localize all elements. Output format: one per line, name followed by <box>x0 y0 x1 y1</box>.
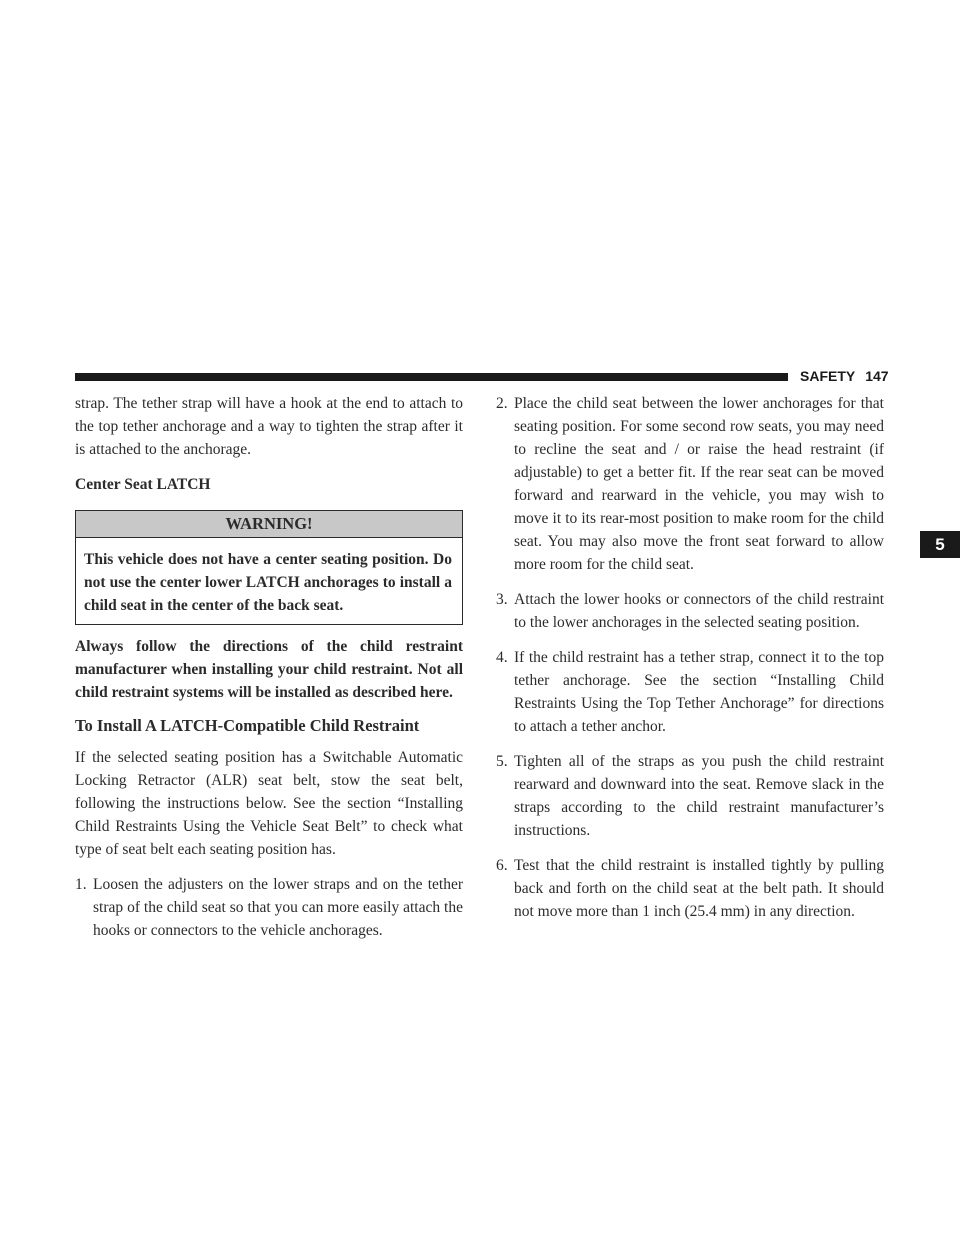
header-rule <box>75 373 788 381</box>
heading-install-latch-restraint: To Install A LATCH-Compatible Child Restraint <box>75 716 420 735</box>
list-item <box>496 646 884 738</box>
list-item-text: Loosen the adjusters on the lower straps and on the tether strap of the child seat so that you can more easily attach the hooks or connectors to the vehicle anchorages. <box>93 876 463 939</box>
running-header <box>800 366 900 386</box>
list-item-text: Attach the lower hooks or connectors of the child restraint to the lower anchorages in the selected seating position. <box>514 591 884 631</box>
warning-title: WARNING! <box>76 511 462 538</box>
list-item-number: 6. <box>496 857 508 874</box>
list-item-text: Place the child seat between the lower anchorages for that seating position. For some second row seats, you may need to recline the seat and / or raise the head restraint (if adjustable) to get a better fit. If the rear seat can be moved forward and rearward in the vehicle, you may wish to move it to its rear-most position to make room for the child seat. You may also move the front seat forward to allow more room for the child seat. <box>514 395 884 573</box>
section-title: SAFETY <box>800 368 856 384</box>
heading-center-seat-latch: Center Seat LATCH <box>75 476 211 493</box>
list-item-text: If the child restraint has a tether strap, connect it to the top tether anchorage. See the section “Installing Child Restraints Using the Top Tether Anchorage” for directions to attach a tether anchor. <box>514 649 884 735</box>
install-paragraph: If the selected seating position has a Switchable Automatic Locking Retractor (ALR) seat belt, stow the seat belt, following the instructions below. See the section “Installing Child Restraints Using the Vehicle Seat Belt” to check what type of seat belt each seating position has. <box>75 749 463 858</box>
list-item-number: 1. <box>75 876 87 893</box>
list-item <box>496 854 884 923</box>
list-item-number: 2. <box>496 395 508 412</box>
list-item <box>75 873 463 942</box>
list-item <box>496 392 884 576</box>
list-item-number: 5. <box>496 753 508 770</box>
list-item <box>496 750 884 842</box>
warning-text: This vehicle does not have a center seating position. Do not use the center lower LATCH anchorages to install a child seat in the center of the back seat. <box>84 551 452 614</box>
manufacturer-directions-note: Always follow the directions of the child restraint manufacturer when installing your child restraint. Not all child restraint systems will be installed as described here. <box>75 638 463 701</box>
list-item-number: 4. <box>496 649 508 666</box>
list-item <box>496 588 884 634</box>
chapter-tab: 5 <box>920 531 960 558</box>
intro-paragraph: strap. The tether strap will have a hook at the end to attach to the top tether anchorage and a way to tighten the strap after it is attached to the anchorage. <box>75 395 463 458</box>
right-column <box>496 392 884 935</box>
list-item-text: Test that the child restraint is installed tightly by pulling back and forth on the child seat at the belt path. It should not move more than 1 inch (25.4 mm) in any direction. <box>514 857 884 920</box>
warning-box <box>75 510 463 625</box>
list-item-text: Tighten all of the straps as you push the child restraint rearward and downward into the seat. Remove slack in the straps according to the child restraint manufacturer’s instructions. <box>514 753 884 839</box>
page-number: 147 <box>865 368 889 384</box>
left-column <box>75 392 463 954</box>
list-item-number: 3. <box>496 591 508 608</box>
